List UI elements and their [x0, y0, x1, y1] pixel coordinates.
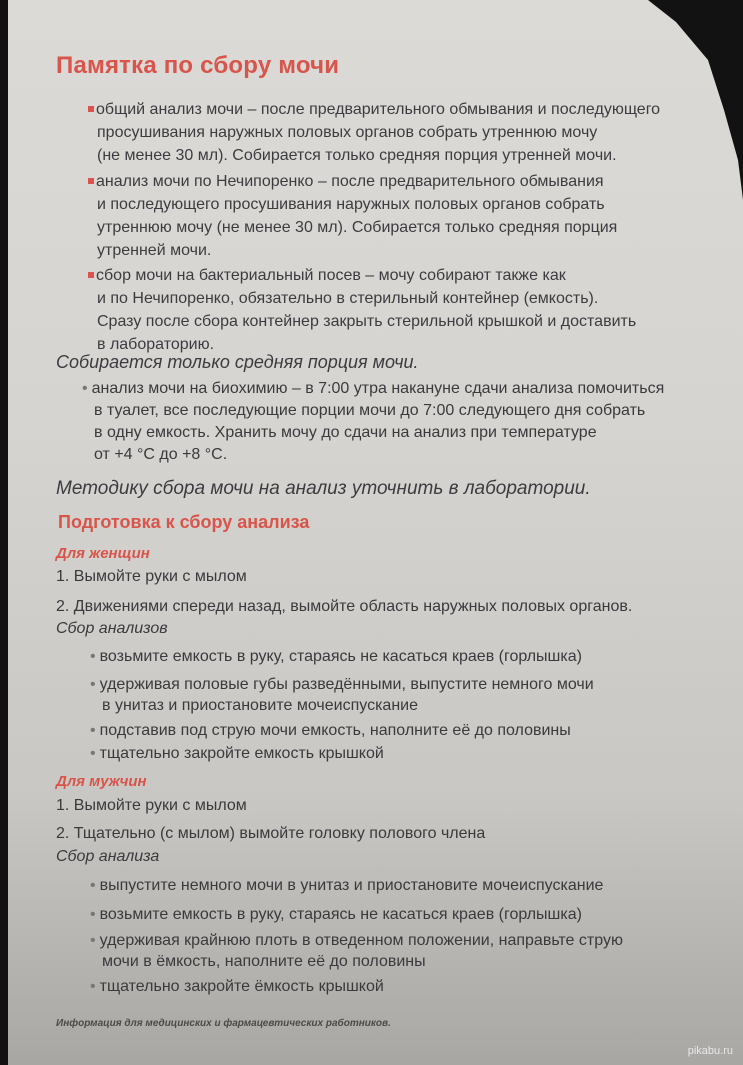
men-bullet: • удерживая крайнюю плоть в отведенном положении, направьте струю мочи в ёмкость, наполните её до половины	[90, 932, 623, 970]
page-title: Памятка по сбору мочи	[56, 52, 340, 79]
men-heading: Для мужчин	[56, 773, 147, 790]
biochem-item	[82, 378, 722, 466]
note-middle-portion: Собирается только средняя порция мочи.	[56, 352, 419, 372]
watermark: pikabu.ru	[687, 1045, 733, 1057]
item-line: Сразу после сбора контейнер закрыть стерильной крышкой и доставить	[97, 313, 637, 330]
item-line: и по Нечипоренко, обязательно в стерильный контейнер (емкость).	[97, 290, 599, 307]
item-line: анализ мочи по Нечипоренко – после предварительного обмывания	[96, 173, 604, 190]
item-line: просушивания наружных половых органов собрать утреннюю мочу	[97, 124, 598, 141]
bullet-dot-icon: •	[82, 380, 88, 397]
item-line: от +4 °С до +8 °С.	[94, 446, 228, 463]
item-line: (не менее 30 мл). Собирается только средняя порция утренней мочи.	[97, 147, 617, 164]
item-line: анализ мочи на биохимию – в 7:00 утра накануне сдачи анализа помочиться	[91, 380, 665, 397]
item-line: общий анализ мочи – после предварительного обмывания и последующего	[96, 101, 661, 118]
item-line: сбор мочи на бактериальный посев – мочу собирают также как	[96, 267, 566, 284]
square-bullet-icon	[88, 178, 94, 184]
women-bullet: • удерживая половые губы разведёнными, выпустите немного мочи в унитаз и приостановите мочеиспускание	[90, 676, 594, 714]
men-step: 2. Тщательно (с мылом) вымойте головку полового члена	[56, 825, 486, 842]
women-heading: Для женщин	[56, 545, 150, 562]
item-line: и последующего просушивания наружных половых органов собрать	[97, 196, 605, 213]
bullet-dot-icon: •	[90, 676, 96, 693]
bullet-dot-icon: •	[90, 932, 96, 949]
list-item	[88, 170, 688, 262]
square-bullet-icon	[88, 106, 94, 112]
item-line: в туалет, все последующие порции мочи до 7:00 следующего дня собрать	[94, 402, 646, 419]
men-subheading: Сбор анализа	[56, 848, 160, 865]
bullet-dot-icon: •	[90, 978, 96, 995]
item-line: в лабораторию.	[97, 336, 215, 353]
item-line: утренней мочи.	[97, 242, 212, 259]
women-step: 1. Вымойте руки с мылом	[56, 568, 247, 585]
item-line: утреннюю мочу (не менее 30 мл). Собирается только средняя порция	[97, 219, 618, 236]
bullet-dot-icon: •	[90, 648, 96, 665]
footer-note: Информация для медицинских и фармацевтических работников.	[56, 1018, 391, 1029]
section-heading: Подготовка к сбору анализа	[58, 512, 310, 532]
bullet-dot-icon: •	[90, 722, 96, 739]
list-item	[88, 98, 718, 167]
bullet-dot-icon: •	[90, 877, 96, 894]
men-step: 1. Вымойте руки с мылом	[56, 797, 247, 814]
women-subheading: Сбор анализов	[56, 620, 168, 637]
list-item	[88, 264, 688, 356]
men-bullet: • выпустите немного мочи в унитаз и приостановите мочеиспускание	[90, 877, 604, 894]
women-bullet: • тщательно закройте емкость крышкой	[90, 745, 384, 762]
women-bullet: • возьмите емкость в руку, стараясь не касаться краев (горлышка)	[90, 648, 582, 665]
bullet-dot-icon: •	[90, 745, 96, 762]
women-step: 2. Движениями спереди назад, вымойте область наружных половых органов.	[56, 598, 633, 615]
item-line: в одну емкость. Хранить мочу до сдачи на анализ при температуре	[94, 424, 597, 441]
note-method: Методику сбора мочи на анализ уточнить в лаборатории.	[56, 478, 591, 499]
bullet-dot-icon: •	[90, 906, 96, 923]
men-bullet: • тщательно закройте ёмкость крышкой	[90, 978, 384, 995]
women-bullet: • подставив под струю мочи емкость, наполните её до половины	[90, 722, 571, 739]
men-bullet: • возьмите емкость в руку, стараясь не касаться краев (горлышка)	[90, 906, 582, 923]
square-bullet-icon	[88, 272, 94, 278]
